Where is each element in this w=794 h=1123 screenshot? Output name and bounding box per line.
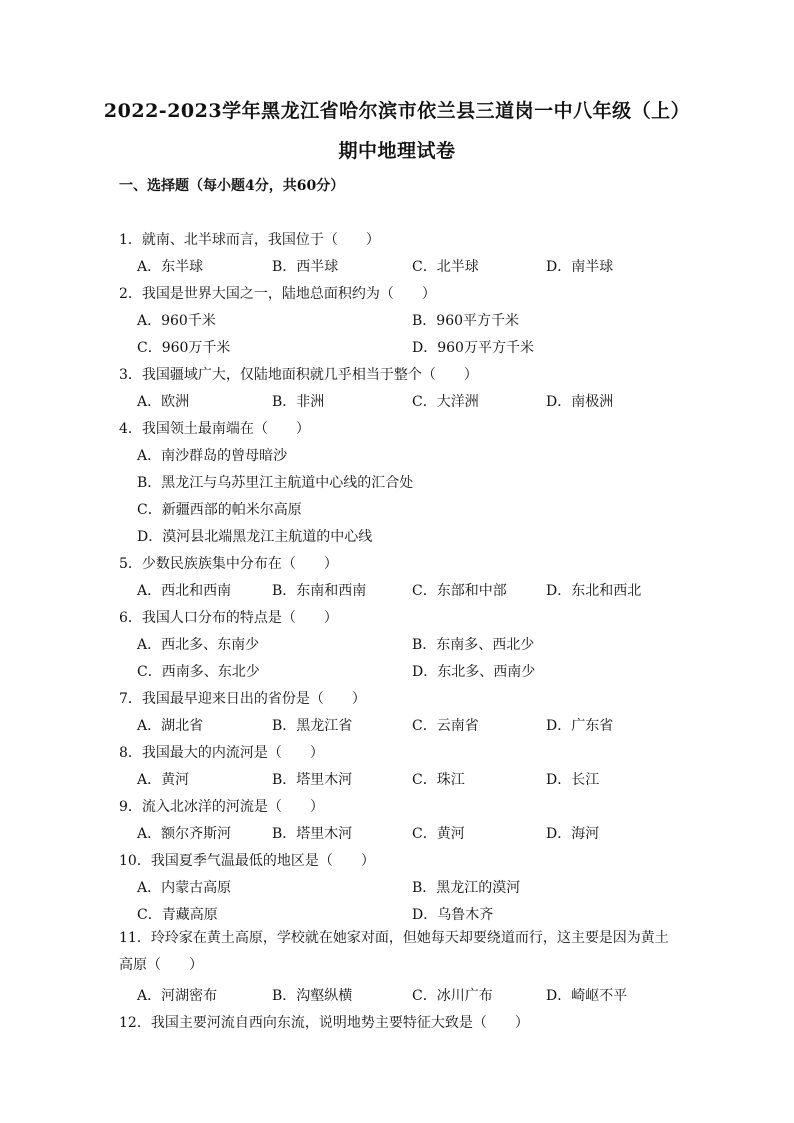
q9-option-b: B．塔里木河 xyxy=(272,826,353,842)
question-6: 6．我国人口分布的特点是（ ） xyxy=(119,610,338,626)
q3-option-d: D．南极洲 xyxy=(546,394,614,410)
q8-option-b: B．塔里木河 xyxy=(272,772,353,788)
question-5: 5．少数民族族集中分布在（ ） xyxy=(119,556,338,572)
q8-option-c: C．珠江 xyxy=(412,772,465,788)
q10-option-a: A．内蒙古高原 xyxy=(137,880,232,896)
q9-option-d: D．海河 xyxy=(546,826,600,842)
q5-option-d: D．东北和西北 xyxy=(546,583,642,599)
q1-option-d: D．南半球 xyxy=(546,259,614,275)
q6-option-b: B．东南多、西北少 xyxy=(412,637,535,653)
q7-option-c: C．云南省 xyxy=(412,718,479,734)
q1-option-b: B．西半球 xyxy=(272,259,339,275)
exam-title-line2: 期中地理试卷 xyxy=(338,140,456,162)
q5-option-b: B．东南和西南 xyxy=(272,583,367,599)
q10-option-b: B．黑龙江的漠河 xyxy=(412,880,521,896)
q11-option-c: C．冰川广布 xyxy=(412,988,493,1004)
q10-option-d: D．乌鲁木齐 xyxy=(412,907,494,923)
question-12: 12．我国主要河流自西向东流，说明地势主要特征大致是（ ） xyxy=(119,1015,529,1031)
q4-option-a: A．南沙群岛的曾母暗沙 xyxy=(137,448,288,464)
question-2: 2．我国是世界大国之一，陆地总面积约为（ ） xyxy=(119,286,436,302)
q2-option-d: D．960万平方千米 xyxy=(412,340,534,356)
q4-option-b: B．黑龙江与乌苏里江主航道中心线的汇合处 xyxy=(137,475,414,491)
q6-option-a: A．西北多、东南少 xyxy=(137,637,260,653)
q1-option-a: A．东半球 xyxy=(137,259,204,275)
q6-option-c: C．西南多、东北少 xyxy=(137,664,260,680)
q9-option-c: C．黄河 xyxy=(412,826,465,842)
q5-option-a: A．西北和西南 xyxy=(137,583,232,599)
question-8: 8．我国最大的内流河是（ ） xyxy=(119,745,324,761)
q3-option-c: C．大洋洲 xyxy=(412,394,479,410)
q7-option-a: A．湖北省 xyxy=(137,718,204,734)
q4-option-c: C．新疆西部的帕米尔高原 xyxy=(137,502,302,518)
q11-option-b: B．沟壑纵横 xyxy=(272,988,353,1004)
question-9: 9．流入北冰洋的河流是（ ） xyxy=(119,799,324,815)
q2-option-c: C．960万千米 xyxy=(137,340,231,356)
q7-option-d: D．广东省 xyxy=(546,718,614,734)
q3-option-a: A．欧洲 xyxy=(137,394,190,410)
q8-option-d: D．长江 xyxy=(546,772,600,788)
q4-option-d: D．漠河县北端黑龙江主航道的中心线 xyxy=(137,529,373,545)
q11-option-a: A．河湖密布 xyxy=(137,988,218,1004)
q1-option-c: C．北半球 xyxy=(412,259,479,275)
q9-option-a: A．额尔齐斯河 xyxy=(137,826,232,842)
q5-option-c: C．东部和中部 xyxy=(412,583,507,599)
q11-option-d: D．崎岖不平 xyxy=(546,988,628,1004)
question-1: 1．就南、北半球而言，我国位于（ ） xyxy=(119,232,380,248)
q2-option-a: A．960千米 xyxy=(137,313,216,329)
question-4: 4．我国领土最南端在（ ） xyxy=(119,421,310,437)
q2-option-b: B．960平方千米 xyxy=(412,313,520,329)
question-10: 10．我国夏季气温最低的地区是（ ） xyxy=(119,853,375,869)
q3-option-b: B．非洲 xyxy=(272,394,325,410)
q8-option-a: A．黄河 xyxy=(137,772,190,788)
question-7: 7．我国最早迎来日出的省份是（ ） xyxy=(119,691,366,707)
question-11: 11．玲玲家在黄土高原，学校就在她家对面，但她每天却要绕道而行，这主要是因为黄土高原（ ） xyxy=(119,930,669,973)
exam-title-line1: 2022-2023学年黑龙江省哈尔滨市依兰县三道岗一中八年级（上） xyxy=(103,100,691,122)
q7-option-b: B．黑龙江省 xyxy=(272,718,353,734)
section-heading: 一、选择题（每小题4分，共60分） xyxy=(119,178,345,194)
question-3: 3．我国疆域广大，仅陆地面积就几乎相当于整个（ ） xyxy=(119,367,478,383)
q10-option-c: C．青藏高原 xyxy=(137,907,218,923)
q6-option-d: D．东北多、西南少 xyxy=(412,664,536,680)
